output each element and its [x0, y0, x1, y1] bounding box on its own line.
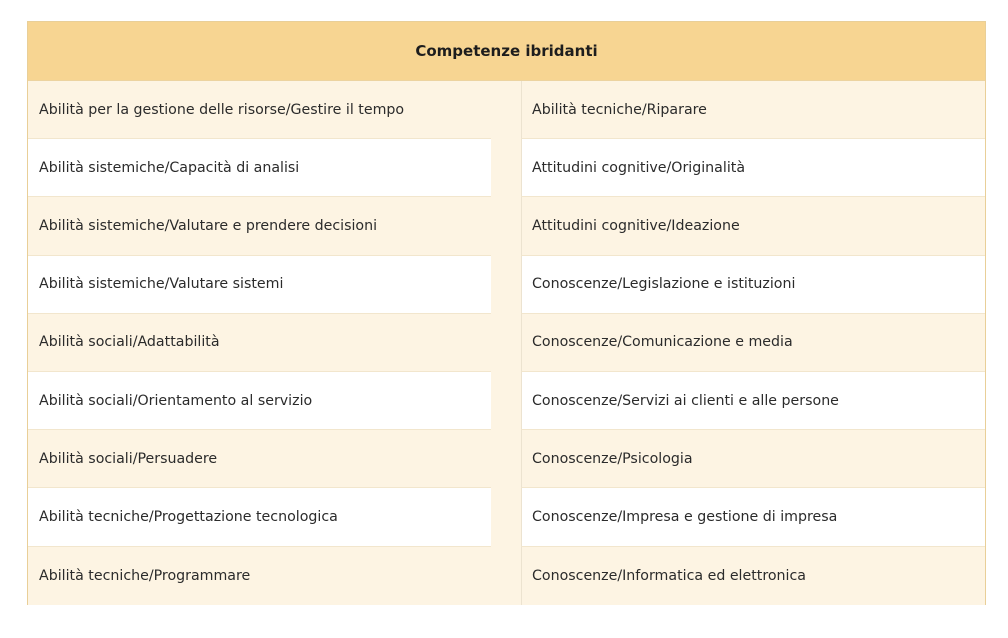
table-cell: Abilità tecniche/Programmare — [28, 547, 491, 605]
table-cell: Abilità tecniche/Riparare — [521, 81, 985, 139]
table-cell: Abilità sistemiche/Valutare sistemi — [28, 256, 491, 314]
table-cell: Abilità sistemiche/Capacità di analisi — [28, 139, 491, 197]
competenze-table — [27, 21, 986, 605]
table-cell: Conoscenze/Servizi ai clienti e alle persone — [521, 372, 985, 430]
column-gap — [491, 81, 521, 605]
table-title: Competenze ibridanti — [415, 42, 598, 60]
table-cell: Conoscenze/Comunicazione e media — [521, 314, 985, 372]
table-cell: Conoscenze/Impresa e gestione di impresa — [521, 488, 985, 546]
table-cell: Conoscenze/Legislazione e istituzioni — [521, 256, 985, 314]
left-column — [28, 81, 491, 605]
table-cell: Conoscenze/Psicologia — [521, 430, 985, 488]
table-header — [28, 22, 985, 81]
table-cell: Abilità sociali/Persuadere — [28, 430, 491, 488]
table-cell: Abilità sociali/Orientamento al servizio — [28, 372, 491, 430]
table-cell: Abilità per la gestione delle risorse/Gestire il tempo — [28, 81, 491, 139]
table-cell: Abilità sociali/Adattabilità — [28, 314, 491, 372]
right-column — [521, 81, 985, 605]
table-cell: Attitudini cognitive/Originalità — [521, 139, 985, 197]
table-cell: Abilità tecniche/Progettazione tecnologica — [28, 488, 491, 546]
table-cell: Attitudini cognitive/Ideazione — [521, 197, 985, 255]
table-cell: Abilità sistemiche/Valutare e prendere decisioni — [28, 197, 491, 255]
table-cell: Conoscenze/Informatica ed elettronica — [521, 547, 985, 605]
